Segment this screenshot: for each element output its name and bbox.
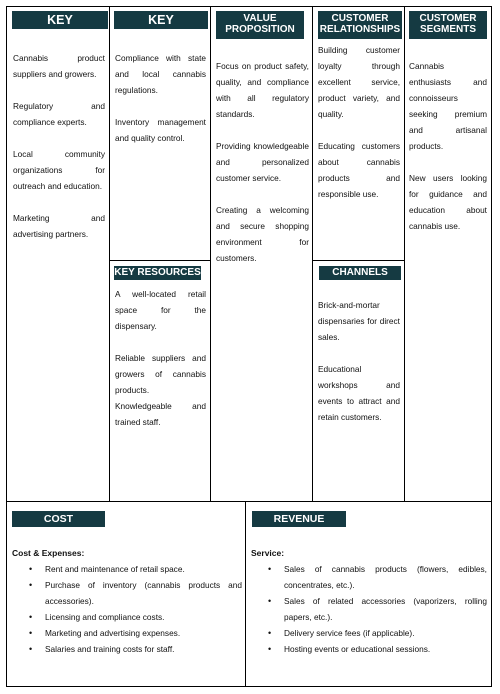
channels-header: CHANNELS [319,266,401,280]
key-resources-header: KEY RESOURCES [114,267,201,278]
list-item: • Marketing and advertising expenses. [12,625,242,641]
list-item: Focus on product safety, quality, and compliance with all regulatory standards. [216,61,309,119]
value-proposition-section [210,6,313,502]
revenue-body [251,545,487,657]
key-activities-section [109,6,211,261]
list-item: Brick-and-mortar dispensaries for direct sales. [318,300,400,342]
channels-section [312,260,405,502]
cost-structure-section [6,501,246,687]
list-item: Educating customers about cannabis products and responsible use. [318,141,400,199]
value-proposition-list [216,58,309,266]
list-item: • Purchase of inventory (cannabis products and accessories). [12,577,242,609]
list-item: Marketing and advertising partners. [13,213,105,239]
list-item: Knowledgeable and trained staff. [115,401,206,427]
value-proposition-header-line1: VALUE [243,13,277,24]
key-partners-list [13,50,105,242]
list-item: • Licensing and compliance costs. [12,609,242,625]
key-partners-header: KEY PARTNERS [12,11,108,29]
cost-structure-subtitle: Cost & Expenses: [12,548,85,558]
list-item: • Hosting events or educational sessions. [251,641,487,657]
value-proposition-header [216,11,304,39]
customer-segments-header-line2: SEGMENTS [419,23,477,35]
customer-relationships-header-line2: RELATIONSHIPS [319,23,401,35]
list-item: • Rent and maintenance of retail space. [12,561,242,577]
key-activities-header: KEY ACTIVITIES [114,11,208,29]
cost-structure-list [12,561,242,657]
list-item: Local community organizations for outreach and education. [13,149,105,191]
revenue-header: REVENUE [252,511,346,527]
list-item: New users looking for guidance and education about cannabis use. [409,173,487,231]
customer-relationships-header [318,11,402,39]
list-item: Cannabis enthusiasts and connoisseurs seeking premium and artisanal products. [409,61,487,151]
customer-relationships-list [318,42,400,202]
channels-list [318,297,400,425]
revenue-list [251,561,487,657]
key-activities-list [115,50,206,146]
revenue-subtitle: Service: [251,548,285,558]
cost-structure-header: COST STRUCTURE [12,511,105,527]
list-item: • Salaries and training costs for staff. [12,641,242,657]
customer-relationships-section [312,6,405,261]
key-resources-section [109,260,211,502]
list-item: Cannabis product suppliers and growers. [13,53,105,79]
list-item: Providing knowledgeable and personalized customer service. [216,141,309,183]
key-resources-list [115,286,206,430]
list-item: A well-located retail space for the dispensary. [115,289,206,331]
customer-relationships-header-line1: CUSTOMER [331,13,389,24]
list-item: • Sales of related accessories (vaporizers, rolling papers, etc.). [251,593,487,625]
key-partners-section [6,6,110,502]
customer-segments-header-line1: CUSTOMER [419,13,477,24]
list-item: • Delivery service fees (if applicable). [251,625,487,641]
customer-segments-header [409,11,487,39]
list-item: Inventory management and quality control. [115,117,206,143]
customer-segments-list [409,58,487,234]
list-item: Creating a welcoming and secure shopping environment for customers. [216,205,309,263]
list-item: Compliance with state and local cannabis regulations. [115,53,206,95]
list-item: Building customer loyalty through excellent service, product variety, and quality. [318,45,400,119]
list-item: Regulatory and compliance experts. [13,101,105,127]
list-item: • Sales of cannabis products (flowers, edibles, concentrates, etc.). [251,561,487,593]
cost-structure-body [12,545,242,657]
value-proposition-header-line2: PROPOSITION [225,23,295,35]
list-item: Educational workshops and events to attract and retain customers. [318,364,400,422]
revenue-section [245,501,492,687]
customer-segments-section [404,6,492,502]
list-item: Reliable suppliers and growers of cannabis products. [115,353,206,395]
